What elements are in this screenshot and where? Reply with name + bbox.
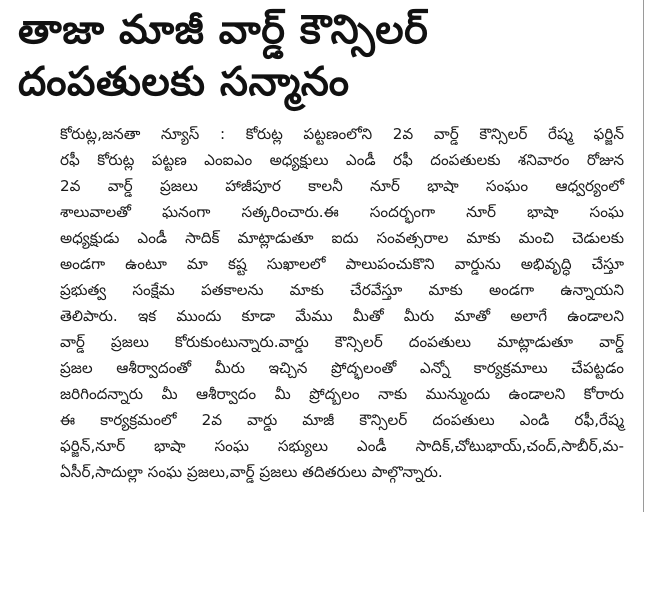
body-line-13: ఫర్జిన్,నూర్ భాషా సంఘ సభ్యులు ఎండీ సాదిక్,చోటుభాయ్,చంద్,సాబీర్,మ- <box>60 437 624 455</box>
article-body <box>60 121 624 485</box>
headline <box>18 4 638 108</box>
body-line-12: ఈ కార్యక్రమంలో 2వ వార్డు మాజీ కౌన్సిలర్ దంపతులు ఎండి రఫీ,రేష్మ <box>60 411 624 429</box>
body-line-1: కోరుట్ల,జనతా న్యూస్ : కోరుట్ల పట్టణంలోని 2వ వార్డ్ కౌన్సిలర్ రేష్మ ఫర్జిన్ <box>60 125 624 143</box>
body-line-6: అండగా ఉంటూ మా కష్ట సుఖాలలో పాలుపంచుకొని వార్డును అభివృద్ధి చేస్తూ <box>60 255 624 273</box>
body-line-11: జరిగిందన్నారు మీ ఆశీర్వాదం మీ ప్రోద్బలం నాకు మున్ముందు ఉండాలని కోరారు <box>60 385 624 403</box>
body-line-8: తెలిపారు. ఇక ముందు కూడా మేము మీతో మీరు మాతో అలాగే ఉండాలని <box>60 307 624 325</box>
body-line-14: ఏసీర్,సాదుల్లా సంఘ ప్రజలు,వార్డ్ ప్రజలు తదితరులు పాల్గొన్నారు. <box>60 463 443 481</box>
body-line-5: అధ్యక్షుడు ఎండీ సాదిక్ మాట్లాడుతూ ఐదు సంవత్సరాల మాకు మంచి చెడులకు <box>60 229 624 247</box>
body-line-4: శాలువాలతో ఘనంగా సత్కరించారు.ఈ సందర్భంగా నూర్ భాషా సంఘ <box>60 203 624 221</box>
body-line-3: 2వ వార్డ్ ప్రజలు హాజీపూర కాలనీ నూర్ భాషా సంఘం ఆధ్వర్యంలో <box>60 177 624 195</box>
body-line-9: వార్డ్ ప్రజలు కోరుకుంటున్నారు.వార్డు కౌన్సిలర్ దంపతులు మాట్లాడుతూ వార్డ్ <box>60 333 624 351</box>
body-line-2: రఫీ కోరుట్ల పట్టణ ఎంఐఎం అధ్యక్షులు ఎండీ రఫీ దంపతులకు శనివారం రోజున <box>60 151 624 169</box>
body-line-10: ప్రజల ఆశీర్వాదంతో మీరు ఇచ్చిన ప్రోద్భలంతో ఎన్నో కార్యక్రమాలు చేపట్టడం <box>60 359 624 377</box>
headline-line-1: తాజా మాజీ వార్డ్ కౌన్సిలర్ <box>18 7 429 53</box>
headline-line-2: దంపతులకు సన్మానం <box>18 59 350 105</box>
body-line-7: ప్రభుత్వ సంక్షేమ పతకాలను మాకు చేరవేస్తూ మాకు అండగా ఉన్నాయని <box>60 281 624 299</box>
